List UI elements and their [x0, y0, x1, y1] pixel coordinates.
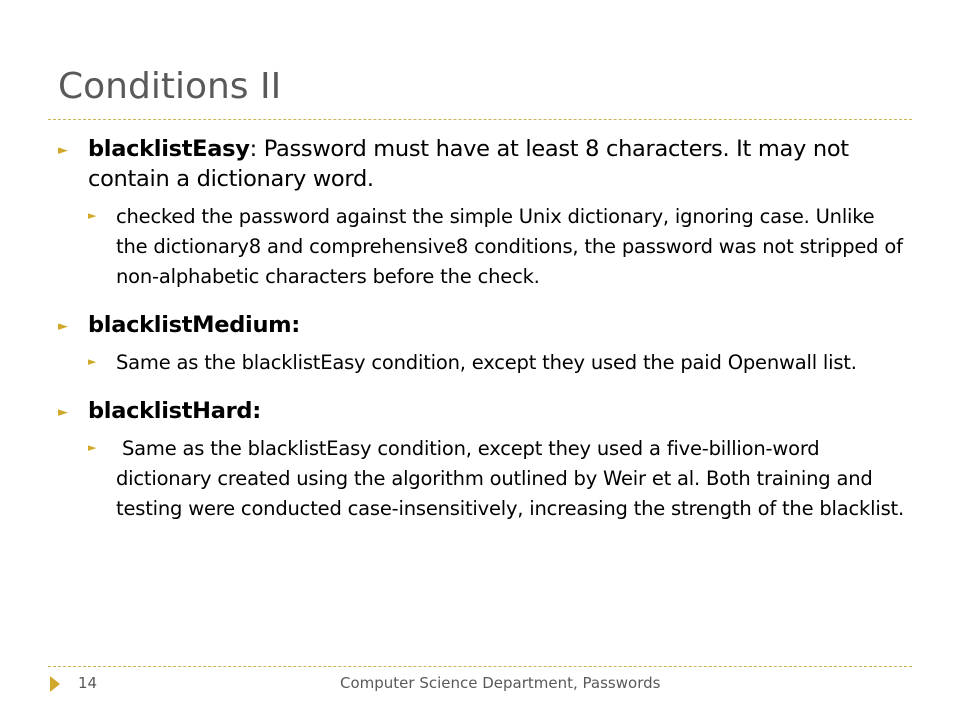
- arrow-right-icon: ►: [58, 319, 68, 334]
- arrow-right-icon: ►: [58, 405, 68, 420]
- slide-title: Conditions II: [58, 66, 282, 107]
- title-divider: [48, 119, 912, 120]
- bullet-blacklist-hard: [58, 396, 908, 426]
- bullet-term: blacklistMedium:: [88, 312, 301, 338]
- sub-bullet-blacklist-easy: [88, 202, 908, 292]
- footer-arrow-icon: [50, 676, 60, 692]
- slide-content: [58, 134, 908, 524]
- sub-bullet-text: Same as the blacklistEasy condition, except they used a five-billion-word dictionary created using the algorithm outlined by Weir et al. Both training and testing were conducted case-insensitively, increasing the strength of the blacklist.: [116, 437, 904, 520]
- bullet-text: : Password must have at least 8 characters. It may not contain a dictionary word.: [88, 136, 849, 192]
- page-number: 14: [78, 674, 98, 692]
- sub-bullet-blacklist-medium: [88, 348, 908, 378]
- bullet-blacklist-easy: [58, 134, 908, 194]
- arrow-right-icon: ►: [58, 143, 68, 158]
- bullet-term: blacklistHard:: [88, 398, 261, 424]
- arrow-right-icon: ►: [88, 209, 97, 222]
- sub-bullet-text: Same as the blacklistEasy condition, except they used the paid Openwall list.: [116, 351, 857, 374]
- sub-bullet-blacklist-hard: [88, 434, 908, 524]
- bullet-blacklist-medium: [58, 310, 908, 340]
- arrow-right-icon: ►: [88, 441, 97, 454]
- sub-bullet-text: checked the password against the simple Unix dictionary, ignoring case. Unlike the dictionary8 and comprehensive8 conditions, the password was not stripped of non-alphabetic characters before the check.: [116, 205, 903, 288]
- arrow-right-icon: ►: [88, 355, 97, 368]
- footer-divider: [48, 666, 912, 667]
- bullet-term: blacklistEasy: [88, 136, 250, 162]
- footer-text: Computer Science Department, Passwords: [340, 674, 661, 692]
